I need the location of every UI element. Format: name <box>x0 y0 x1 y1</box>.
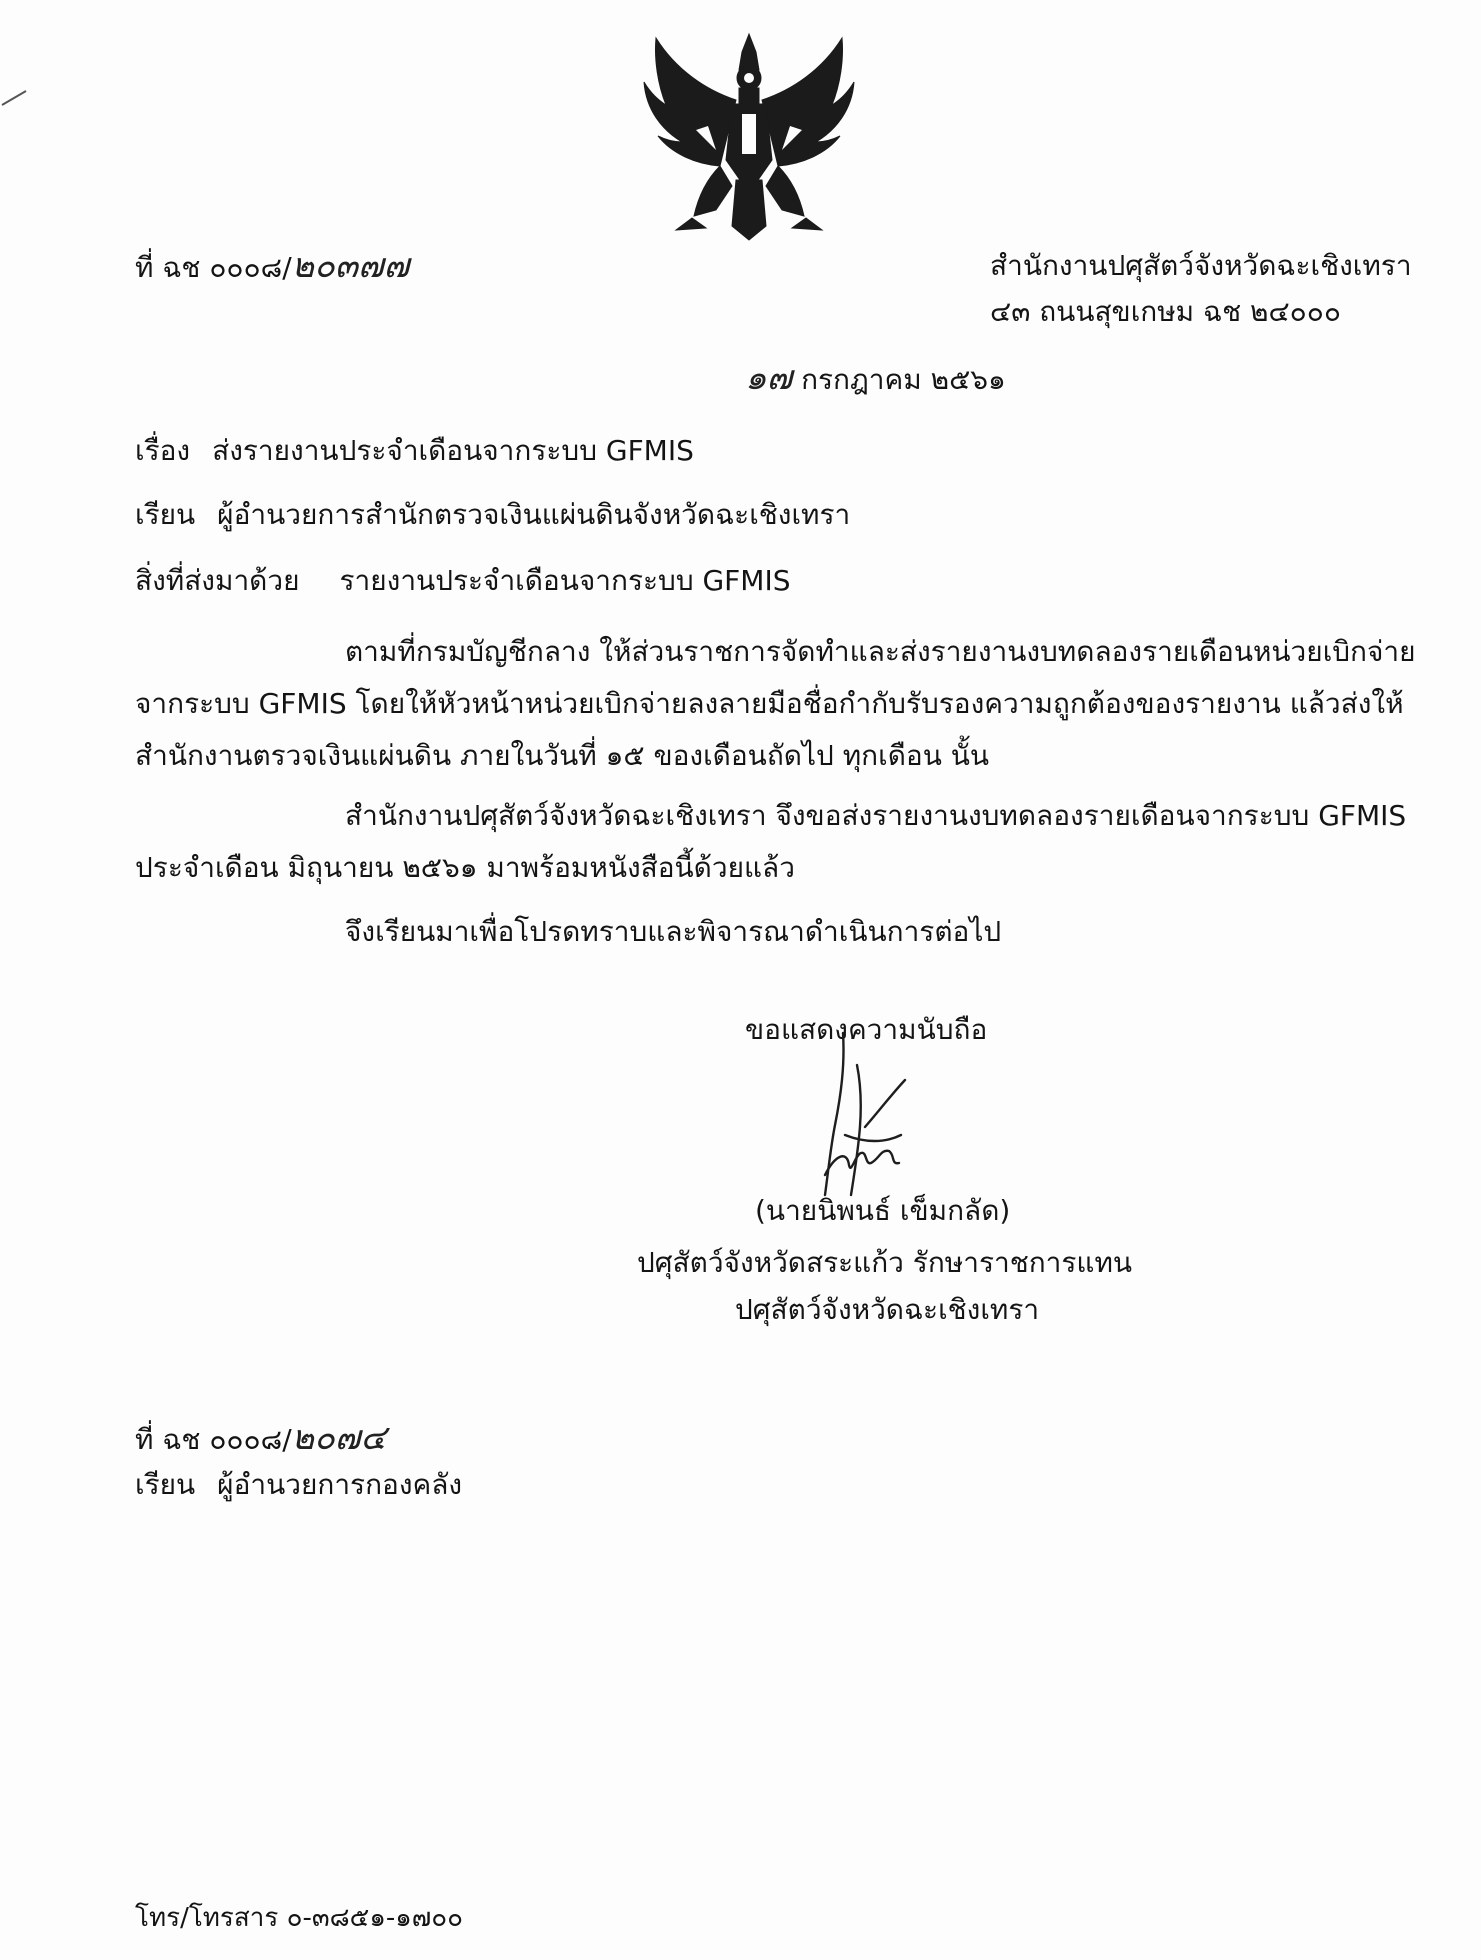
signer-name: (นายนิพนธ์ เข็มกลัด) <box>755 1194 1011 1227</box>
body-paragraph-2 <box>135 790 1406 894</box>
forward-addressee-label: เรียน <box>135 1468 196 1501</box>
reference-number: ๒๐๓๗๗ <box>291 246 410 286</box>
forward-reference-number: ๒๐๗๔ <box>291 1418 387 1458</box>
signer-title-2: ปศุสัตว์จังหวัดฉะเชิงเทรา <box>735 1293 1040 1326</box>
date-month-year: กรกฎาคม ๒๕๖๑ <box>801 363 1006 396</box>
document-date <box>745 360 1006 398</box>
reference-line <box>135 248 409 286</box>
addressee-text: ผู้อำนวยการสำนักตรวจเงินแผ่นดินจังหวัดฉะเชิงเทรา <box>217 498 851 531</box>
paragraph-line: สำนักงานปศุสัตว์จังหวัดฉะเชิงเทรา จึงขอส่งรายงานงบทดลองรายเดือนจากระบบ GFMIS <box>345 799 1407 832</box>
date-day: ๑๗ <box>745 358 793 398</box>
enclosure-text: รายงานประจำเดือนจากระบบ GFMIS <box>339 564 791 597</box>
subject-text: ส่งรายงานประจำเดือนจากระบบ GFMIS <box>212 434 694 467</box>
addressee-label: เรียน <box>135 498 196 531</box>
closing-phrase: ขอแสดงความนับถือ <box>745 1013 988 1046</box>
forward-addressee-line <box>135 1467 462 1503</box>
paragraph-line: สำนักงานตรวจเงินแผ่นดิน ภายในวันที่ ๑๕ ของเดือนถัดไป ทุกเดือน นั้น <box>135 739 990 772</box>
sender-office: สำนักงานปศุสัตว์จังหวัดฉะเชิงเทรา <box>990 249 1412 282</box>
signer-title-1: ปศุสัตว์จังหวัดสระแก้ว รักษาราชการแทน <box>637 1246 1133 1279</box>
paragraph-line: จากระบบ GFMIS โดยให้หัวหน้าหน่วยเบิกจ่ายลงลายมือชื่อกำกับรับรองความถูกต้องของรายงาน แล้วส่งให้ <box>135 687 1404 720</box>
subject-label: เรื่อง <box>135 434 191 467</box>
forward-reference-prefix: ที่ ฉช ๐๐๐๘/ <box>135 1423 292 1456</box>
subject-line <box>135 433 694 469</box>
enclosure-line <box>135 563 790 599</box>
reference-prefix: ที่ ฉช ๐๐๐๘/ <box>135 251 292 284</box>
forward-reference-line <box>135 1420 386 1458</box>
enclosure-label: สิ่งที่ส่งมาด้วย <box>135 564 300 597</box>
addressee-line <box>135 497 850 533</box>
garuda-emblem-icon <box>636 30 862 242</box>
body-paragraph-1 <box>135 626 1416 782</box>
forward-addressee-text: ผู้อำนวยการกองคลัง <box>217 1468 463 1501</box>
paragraph-line: จึงเรียนมาเพื่อโปรดทราบและพิจารณาดำเนินการต่อไป <box>345 915 1002 948</box>
stray-pen-mark <box>0 85 30 109</box>
paragraph-line: ตามที่กรมบัญชีกลาง ให้ส่วนราชการจัดทำและส่งรายงานงบทดลองรายเดือนหน่วยเบิกจ่าย <box>345 635 1416 668</box>
body-paragraph-3 <box>135 906 1001 958</box>
handwritten-signature <box>795 1025 945 1210</box>
contact-footer: โทร/โทรสาร ๐-๓๘๕๑-๑๗๐๐ <box>135 1903 464 1933</box>
paragraph-line: ประจำเดือน มิถุนายน ๒๕๖๑ มาพร้อมหนังสือนี้ด้วยแล้ว <box>135 851 795 884</box>
sender-address: ๔๓ ถนนสุขเกษม ฉช ๒๔๐๐๐ <box>990 295 1341 328</box>
